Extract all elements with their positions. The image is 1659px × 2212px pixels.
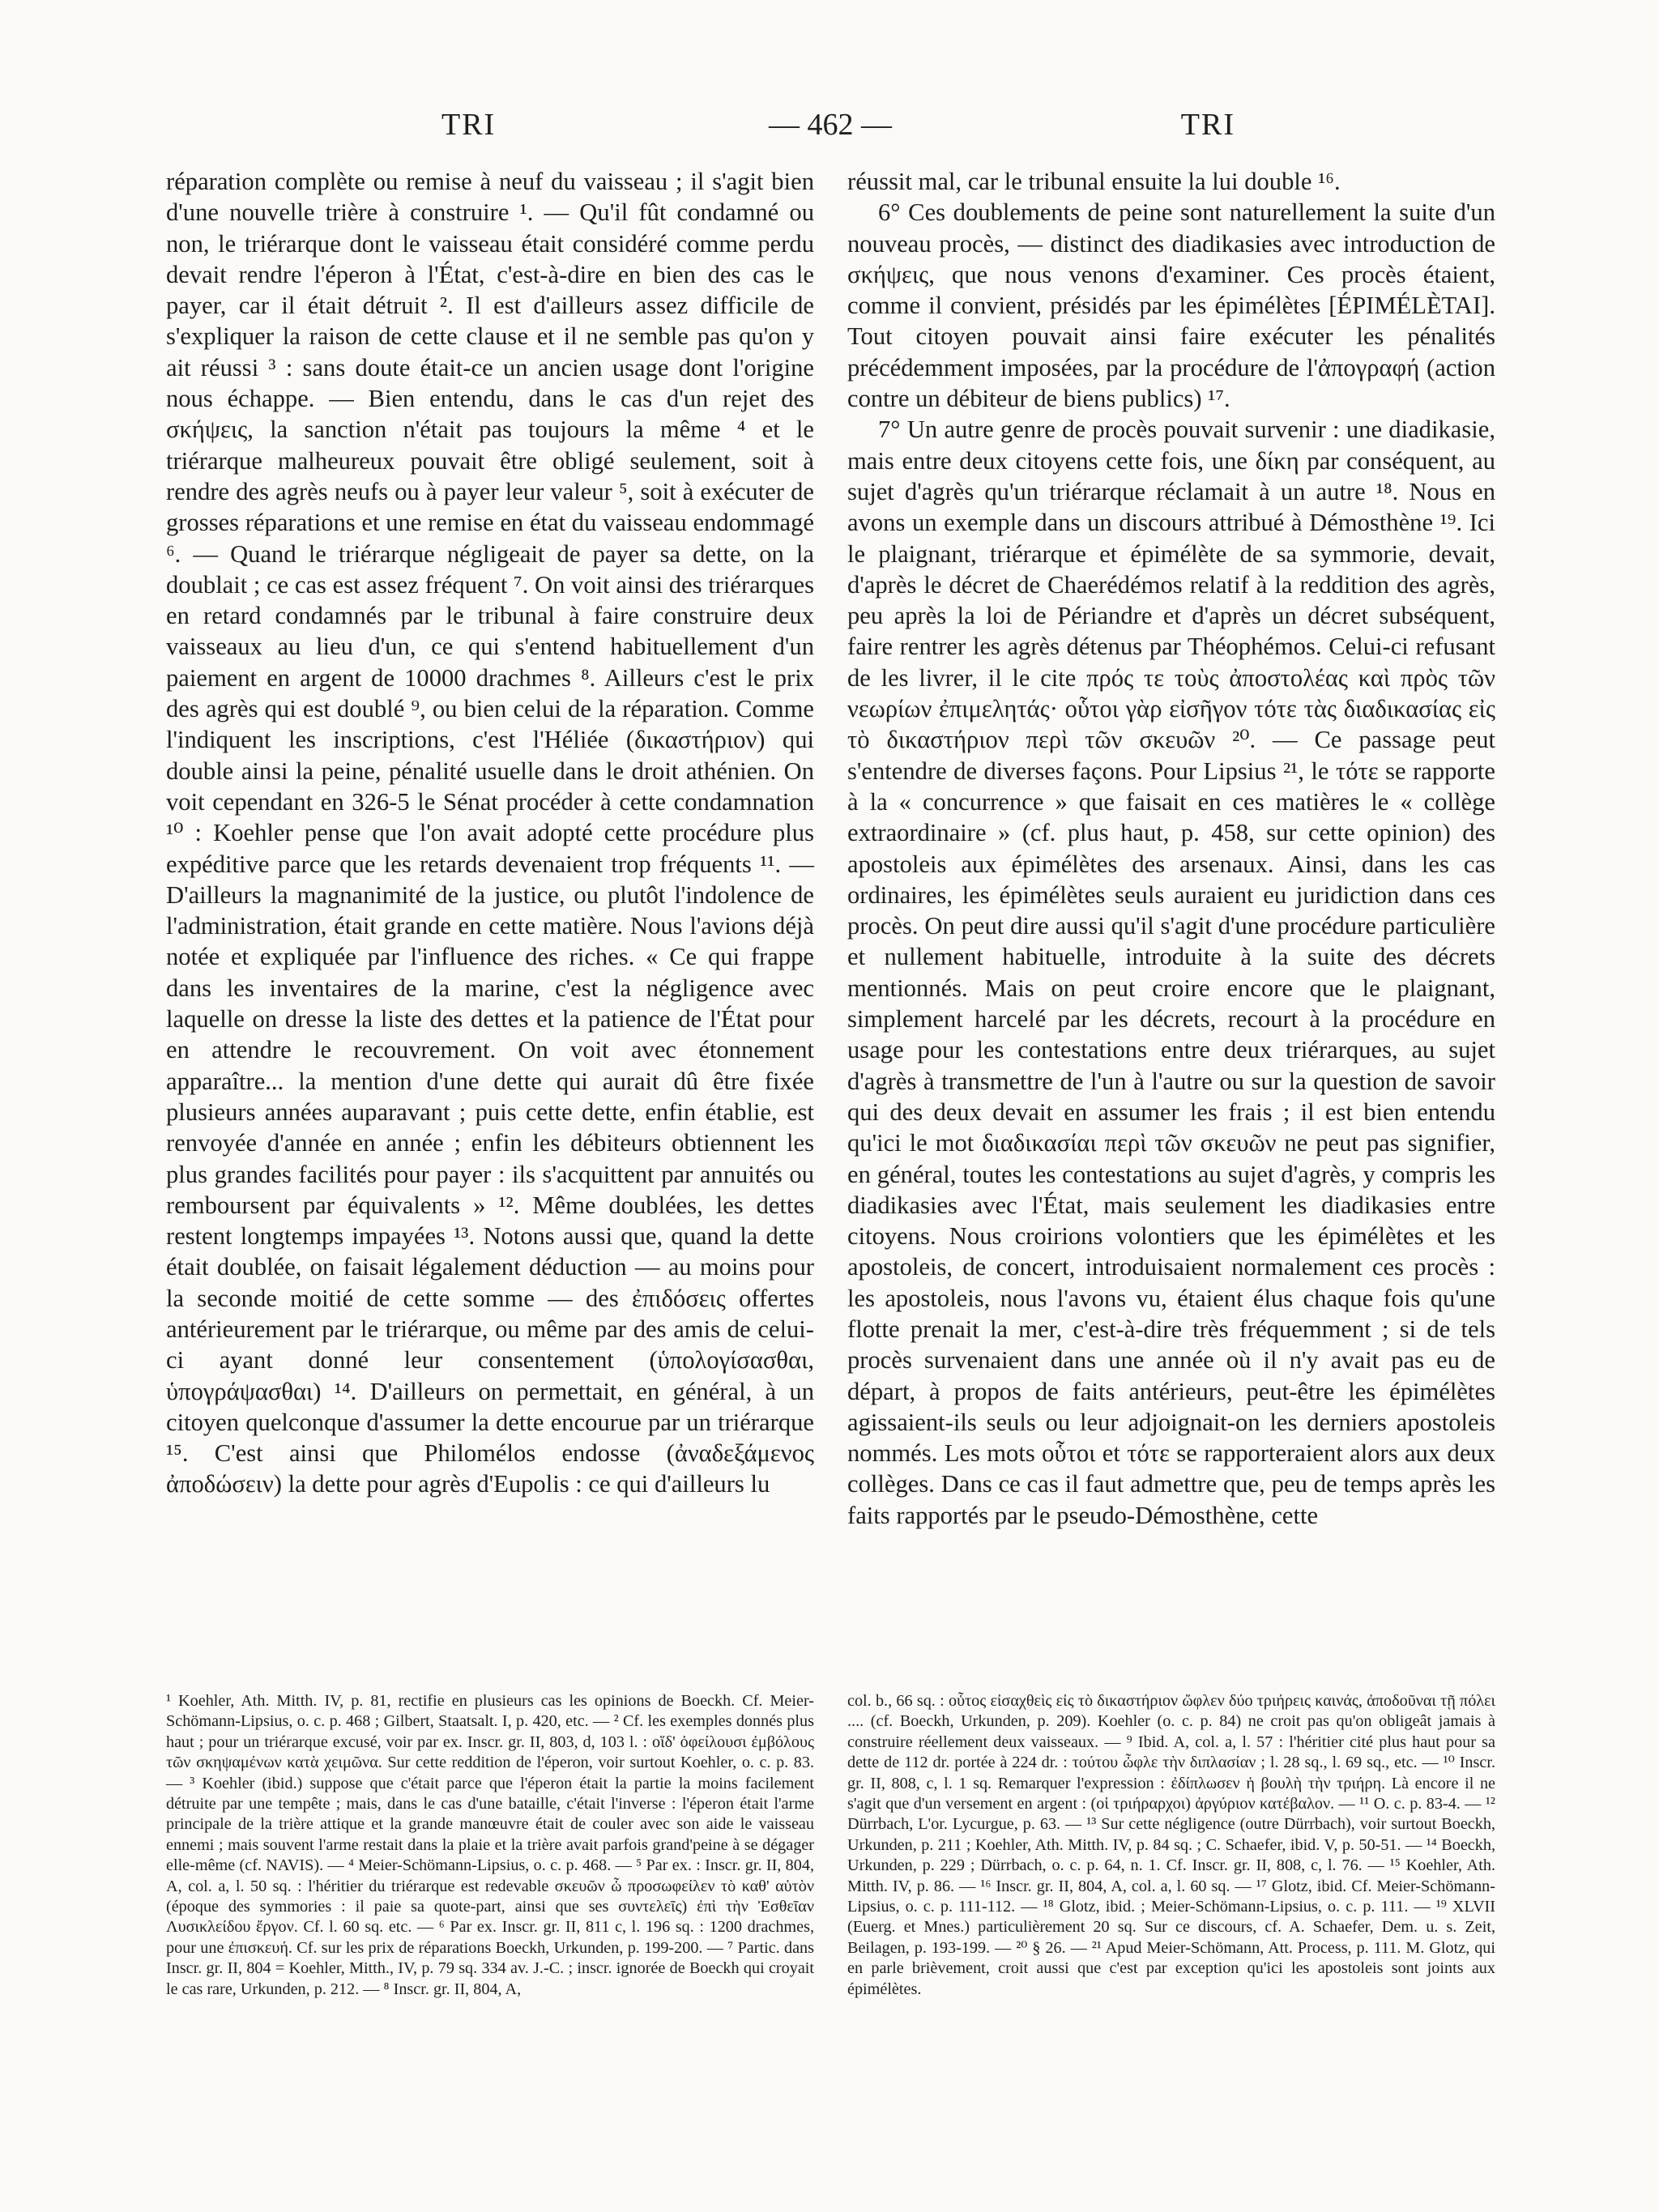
left-column xyxy=(166,166,814,1500)
right-column xyxy=(847,166,1495,1531)
footnote-text: ¹ Koehler, Ath. Mitth. IV, p. 81, rectifie en plusieurs cas les opinions de Boeckh. Cf. Meier-Schömann-Lipsius, o. c. p. 468 ; Gilbert, Staatsalt. I, p. 420, etc. — ² Cf. les exemples donnés plus haut ; pour un triérarque excusé, voir par ex. Inscr. gr. II, 803, d, 103 l. : οἵδ' ὀφείλουσι ἐμβόλους τῶν σκηψαμένων κατὰ χειμῶνα. Sur cette reddition de l'éperon, voir surtout Koehler, o. c. p. 83. — ³ Koehler (ibid.) suppose que c'était parce que l'éperon était la partie la moins facilement détruite par une tempête ; mais, dans le cas d'une bataille, c'était l'inverse : l'éperon était l'arme principale de la trière attique et la grande manœuvre était de couler avec son aide le vaisseau ennemi ; mais souvent l'arme restait dans la plaie et la trière avait parfois grand'peine à se dégager elle-même (cf. NAVIS). — ⁴ Meier-Schömann-Lipsius, o. c. p. 468. — ⁵ Par ex. : Inscr. gr. II, 804, A, col. a, l. 50 sq. : l'héritier du triérarque est redevable σκευῶν ὧ προσωφείλεν τὸ καθ' αὑτὸν (époque des symmories : il paie sa quote-part, ainsi que ses συντελεῖς) ἐπὶ τὴν Ἐσθεῖαν Λυσικλείδου ἔργον. Cf. l. 60 sq. etc. — ⁶ Par ex. Inscr. gr. II, 811 c, l. 196 sq. : 1200 drachmes, pour une ἐπισκευή. Cf. sur les prix de réparations Boeckh, Urkunden, p. 199-200. — ⁷ Partic. dans Inscr. gr. II, 804 = Koehler, Mitth., IV, p. 79 sq. 334 av. J.-C. ; inscr. ignorée de Boeckh qui croyait le cas rare, Urkunden, p. 212. — ⁸ Inscr. gr. II, 804, A, xyxy=(166,1692,814,1998)
footnotes-left xyxy=(166,1691,814,2000)
paragraph: réussit mal, car le tribunal ensuite la lui double ¹⁶. xyxy=(847,168,1341,195)
footnotes-right xyxy=(847,1691,1495,2000)
paragraph: réparation complète ou remise à neuf du vaisseau ; il s'agit bien d'une nouvelle trière à construire ¹. — Qu'il fût condamné ou non, le triérarque dont le vaisseau était considéré comme perdu devait rendre l'éperon à l'État, c'est-à-dire en bien des cas le payer, car il était détruit ². Il est d'ailleurs assez difficile de s'expliquer la raison de cette clause et il ne semble pas qu'on y ait réussi ³ : sans doute était-ce un ancien usage dont l'origine nous échappe. — Bien entendu, dans le cas d'un rejet des σκήψεις, la sanction n'était pas toujours la même ⁴ et le triérarque malheureux pouvait être obligé seulement, soit à rendre des agrès neufs ou à payer leur valeur ⁵, soit à exécuter de grosses réparations et une remise en état du vaisseau endommagé ⁶. — Quand le triérarque négligeait de payer sa dette, on la doublait ; ce cas est assez fréquent ⁷. On voit ainsi des triérarques en retard condamnés par le tribunal à faire construire deux vaisseaux au lieu d'un, ce qui s'entend habituellement d'un paiement en argent de 10000 drachmes ⁸. Ailleurs c'est le prix des agrès qui est doublé ⁹, ou bien celui de la réparation. Comme l'indiquent les inscriptions, c'est l'Héliée (δικαστήριον) qui double ainsi la peine, pénalité usuelle dans le droit athénien. On voit cependant en 326-5 le Sénat procéder à cette condamnation ¹⁰ : Koehler pense que l'on avait adopté cette procédure plus expéditive parce que les retards devenaient trop fréquents ¹¹. — D'ailleurs la magnanimité de la justice, ou plutôt l'indolence de l'administration, était grande en cette matière. Nous l'avions déjà notée et expliquée par l'influence des riches. « Ce qui frappe dans les inventaires de la marine, c'est la négligence avec laquelle on dresse la liste des dettes et la patience de l'État pour en attendre le recouvrement. On voit avec étonnement apparaître... la mention d'une dette qui aurait dû être fixée plusieurs années auparavant ; puis cette dette, enfin établie, est renvoyée d'année en année ; enfin les débiteurs obtiennent les plus grandes facilités pour payer : ils s'acquittent par annuités ou remboursent par équivalents » ¹². Même doublées, les dettes restent longtemps impayées ¹³. Notons aussi que, quand la dette était doublée, on faisait légalement déduction — au moins pour la seconde moitié de cette somme — des ἐπιδόσεις offertes antérieurement par le triérarque, ou même par des amis de celui-ci ayant donné leur consentement (ὑπολογίσασθαι, ὑπογράψασθαι) ¹⁴. D'ailleurs on permettait, en général, à un citoyen quelconque d'assumer la dette encourue par un triérarque ¹⁵. C'est ainsi que Philomélos endosse (ἀναδεξάμενος ἀποδώσειν) la dette pour agrès d'Eupolis : ce qui d'ailleurs lu xyxy=(166,168,814,1498)
running-head-left: TRI xyxy=(441,108,497,142)
footnote-text: col. b., 66 sq. : οὗτος εἰσαχθεὶς εἰς τὸ δικαστήριον ὤφλεν δύο τριήρεις καινάς, ἀποδοῦναι τῇ πόλει .... (cf. Boeckh, Urkunden, p. 209). Koehler (o. c. p. 84) ne croit pas qu'on obligeât jamais à construire réellement deux vaisseaux. — ⁹ Ibid. A, col. a, l. 57 : l'héritier cité plus haut pour sa dette de 112 dr. portée à 224 dr. : τούτου ὦφλε τὴν διπλασίαν ; l. 28 sq., l. 69 sq., etc. — ¹⁰ Inscr. gr. II, 808, c, l. 1 sq. Remarquer l'expression : ἐδίπλωσεν ἡ βουλὴ τὴν τριήρη. Là encore il ne s'agit que d'un versement en argent : (οἱ τριήραρχοι) ἀργύριον κατέβαλον. — ¹¹ O. c. p. 83-4. — ¹² Dürrbach, L'or. Lycurgue, p. 63. — ¹³ Sur cette négligence (outre Dürrbach), voir surtout Boeckh, Urkunden, p. 211 ; Koehler, Ath. Mitth. IV, p. 84 sq. ; C. Schaefer, ibid. V, p. 50-51. — ¹⁴ Boeckh, Urkunden, p. 229 ; Dürrbach, o. c. p. 64, n. 1. Cf. Inscr. gr. II, 808, c, l. 76. — ¹⁵ Koehler, Ath. Mitth. IV, p. 86. — ¹⁶ Inscr. gr. II, 804, A, col. a, l. 60 sq. — ¹⁷ Glotz, ibid. Cf. Meier-Schömann-Lipsius, o. c. p. 111-112. — ¹⁸ Glotz, ibid. ; Meier-Schömann-Lipsius, o. c. p. 111. — ¹⁹ XLVII (Euerg. et Mnes.) particulièrement 20 sq. Sur ce discours, cf. A. Schaefer, Dem. u. s. Zeit, Beilagen, p. 193-199. — ²⁰ § 26. — ²¹ Apud Meier-Schömann, Att. Process, p. 111. M. Glotz, qui en parle brièvement, croit aussi que c'est par exception qu'ici les apostoleis sont joints aux épimélètes. xyxy=(847,1692,1495,1998)
paragraph: 6° Ces doublements de peine sont naturellement la suite d'un nouveau procès, — distinct des diadikasies avec introduction de σκήψεις, que nous venons d'examiner. Ces procès étaient, comme il convient, présidés par les épimélètes [ÉPIMÉLÈTAI]. Tout citoyen pouvait ainsi faire exécuter les pénalités précédemment imposées, par la procédure de l'ἀπογραφή (action contre un débiteur de biens publics) ¹⁷. xyxy=(847,198,1495,413)
running-head-right: TRI xyxy=(1180,108,1235,142)
paragraph: 7° Un autre genre de procès pouvait survenir : une diadikasie, mais entre deux citoyens cette fois, une δίκη par conséquent, au sujet d'agrès qu'un triérarque réclamait à un autre ¹⁸. Nous en avons un exemple dans un discours attribué à Démosthène ¹⁹. Ici le plaignant, triérarque et épimélète de sa symmorie, devait, d'après le décret de Chaerédémos relatif à la reddition des agrès, peu après la loi de Périandre et d'après un décret subséquent, faire rentrer les agrès détenus par Théophémos. Celui-ci refusant de les livrer, il le cite πρός τε τοὺς ἀποστολέας καὶ πρὸς τῶν νεωρίων ἐπιμελητάς· οὗτοι γὰρ εἰσῆγον τότε τὰς διαδικασίας εἰς τὸ δικαστήριον περὶ τῶν σκευῶν ²⁰. — Ce passage peut s'entendre de diverses façons. Pour Lipsius ²¹, le τότε se rapporte à la « concurrence » que faisait en ces matières le « collège extraordinaire » (cf. plus haut, p. 458, sur cette opinion) des apostoleis aux épimélètes des arsenaux. Ainsi, dans les cas ordinaires, les épimélètes seuls auraient eu juridiction dans ces procès. On peut dire aussi qu'il s'agit d'une procédure particulière et nullement habituelle, introduite à la suite des décrets mentionnés. Mais on peut croire encore que le plaignant, simplement harcelé par les décrets, recourt à la procédure en usage pour les contestations entre deux triérarques, au sujet d'agrès à transmettre de l'un à l'autre ou sur la question de savoir qui des deux devait en assumer les frais ; il est bien entendu qu'ici le mot διαδικασίαι περὶ τῶν σκευῶν ne peut pas signifier, en général, toutes les contestations au sujet d'agrès, y compris les diadikasies avec l'État, mais seulement les diadikasies entre citoyens. Nous croirions volontiers que les épimélètes et les apostoleis, de concert, introduisaient normalement ces procès : les apostoleis, nous l'avons vu, étaient élus chaque fois qu'une flotte prenait la mer, c'est-à-dire très fréquemment ; si de tels procès survenaient dans une année où il n'y avait pas eu de départ, à propos de faits antérieurs, peut-être les épimélètes agissaient-ils seuls ou leur adjoignait-on les derniers apostoleis nommés. Les mots οὗτοι et τότε se rapporteraient alors aux deux collèges. Dans ce cas il faut admettre que, peu de temps après les faits rapportés par le pseudo-Démosthène, cette xyxy=(847,416,1495,1529)
running-head xyxy=(166,107,1495,156)
page-number: — 462 — xyxy=(769,108,892,142)
